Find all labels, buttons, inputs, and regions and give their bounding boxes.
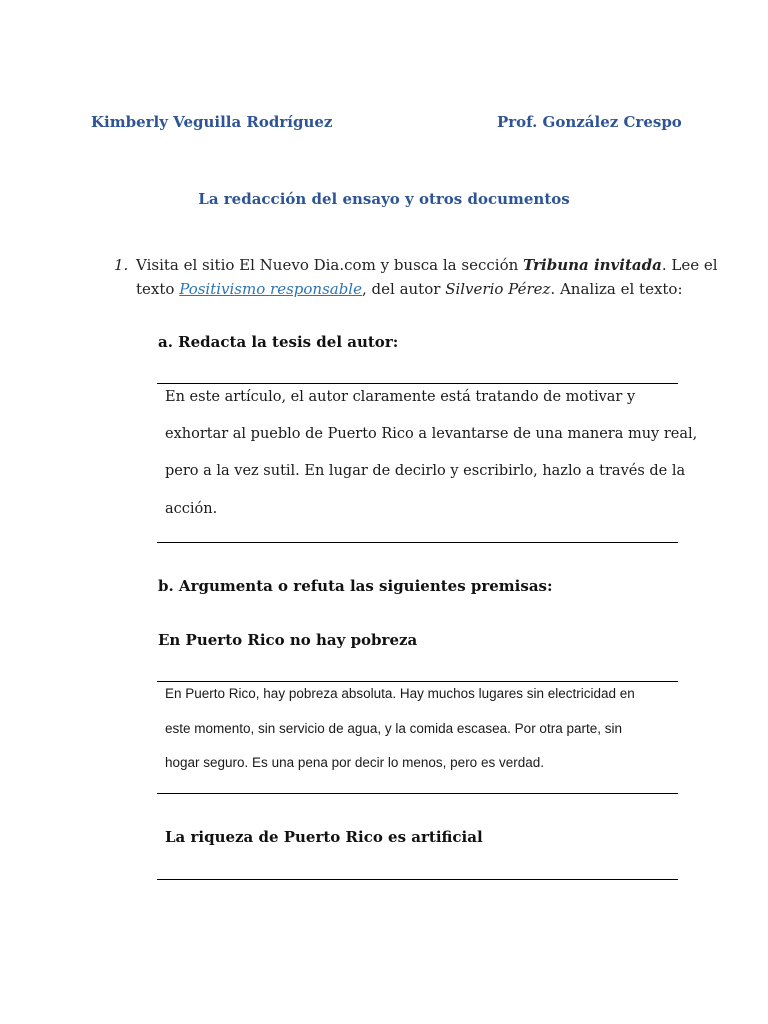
- answer-a-line-1: En este artículo, el autor claramente está tratando de motivar y: [165, 389, 636, 405]
- question-1-line-2: [136, 280, 683, 298]
- answer-box-top-rule: [157, 383, 678, 384]
- question-text-b: . Lee el: [661, 256, 718, 274]
- answer-a-line-4: acción.: [165, 501, 218, 517]
- question-number: 1.: [114, 256, 129, 274]
- student-name: Kimberly Veguilla Rodríguez: [91, 113, 333, 131]
- question-text-c: texto: [136, 280, 180, 298]
- professor-name: Prof. González Crespo: [497, 113, 682, 131]
- section-name: Tribuna invitada: [523, 256, 662, 274]
- article-link[interactable]: Positivismo responsable: [179, 280, 362, 298]
- premise-2-heading: La riqueza de Puerto Rico es artificial: [165, 828, 483, 846]
- answer-a-line-3: pero a la vez sutil. En lugar de decirlo y escribirlo, hazlo a través de la: [165, 463, 686, 479]
- document-title: La redacción del ensayo y otros documentos: [198, 190, 570, 208]
- question-text-d: , del autor: [362, 280, 446, 298]
- premise-2-rule: [157, 879, 678, 880]
- part-a-heading: a. Redacta la tesis del autor:: [158, 333, 399, 351]
- premise-1-answer-line-3: hogar seguro. Es una pena por decir lo menos, pero es verdad.: [165, 755, 544, 770]
- answer-a-line-2: exhortar al pueblo de Puerto Rico a levantarse de una manera muy real,: [165, 426, 698, 442]
- premise-1-bottom-rule: [157, 793, 678, 794]
- premise-1-answer-line-1: En Puerto Rico, hay pobreza absoluta. Hay muchos lugares sin electricidad en: [165, 686, 635, 701]
- premise-1-top-rule: [157, 681, 678, 682]
- question-text-a: Visita el sitio El Nuevo Dia.com y busca la sección: [136, 256, 524, 274]
- author-name: Silverio Pérez: [445, 280, 551, 298]
- question-1-line-1: [114, 256, 718, 274]
- premise-1-heading: En Puerto Rico no hay pobreza: [158, 631, 418, 649]
- answer-box-bottom-rule: [157, 542, 678, 543]
- question-text-e: . Analiza el texto:: [550, 280, 683, 298]
- part-b-heading: b. Argumenta o refuta las siguientes premisas:: [158, 577, 553, 595]
- premise-1-answer-line-2: este momento, sin servicio de agua, y la comida escasea. Por otra parte, sin: [165, 721, 622, 736]
